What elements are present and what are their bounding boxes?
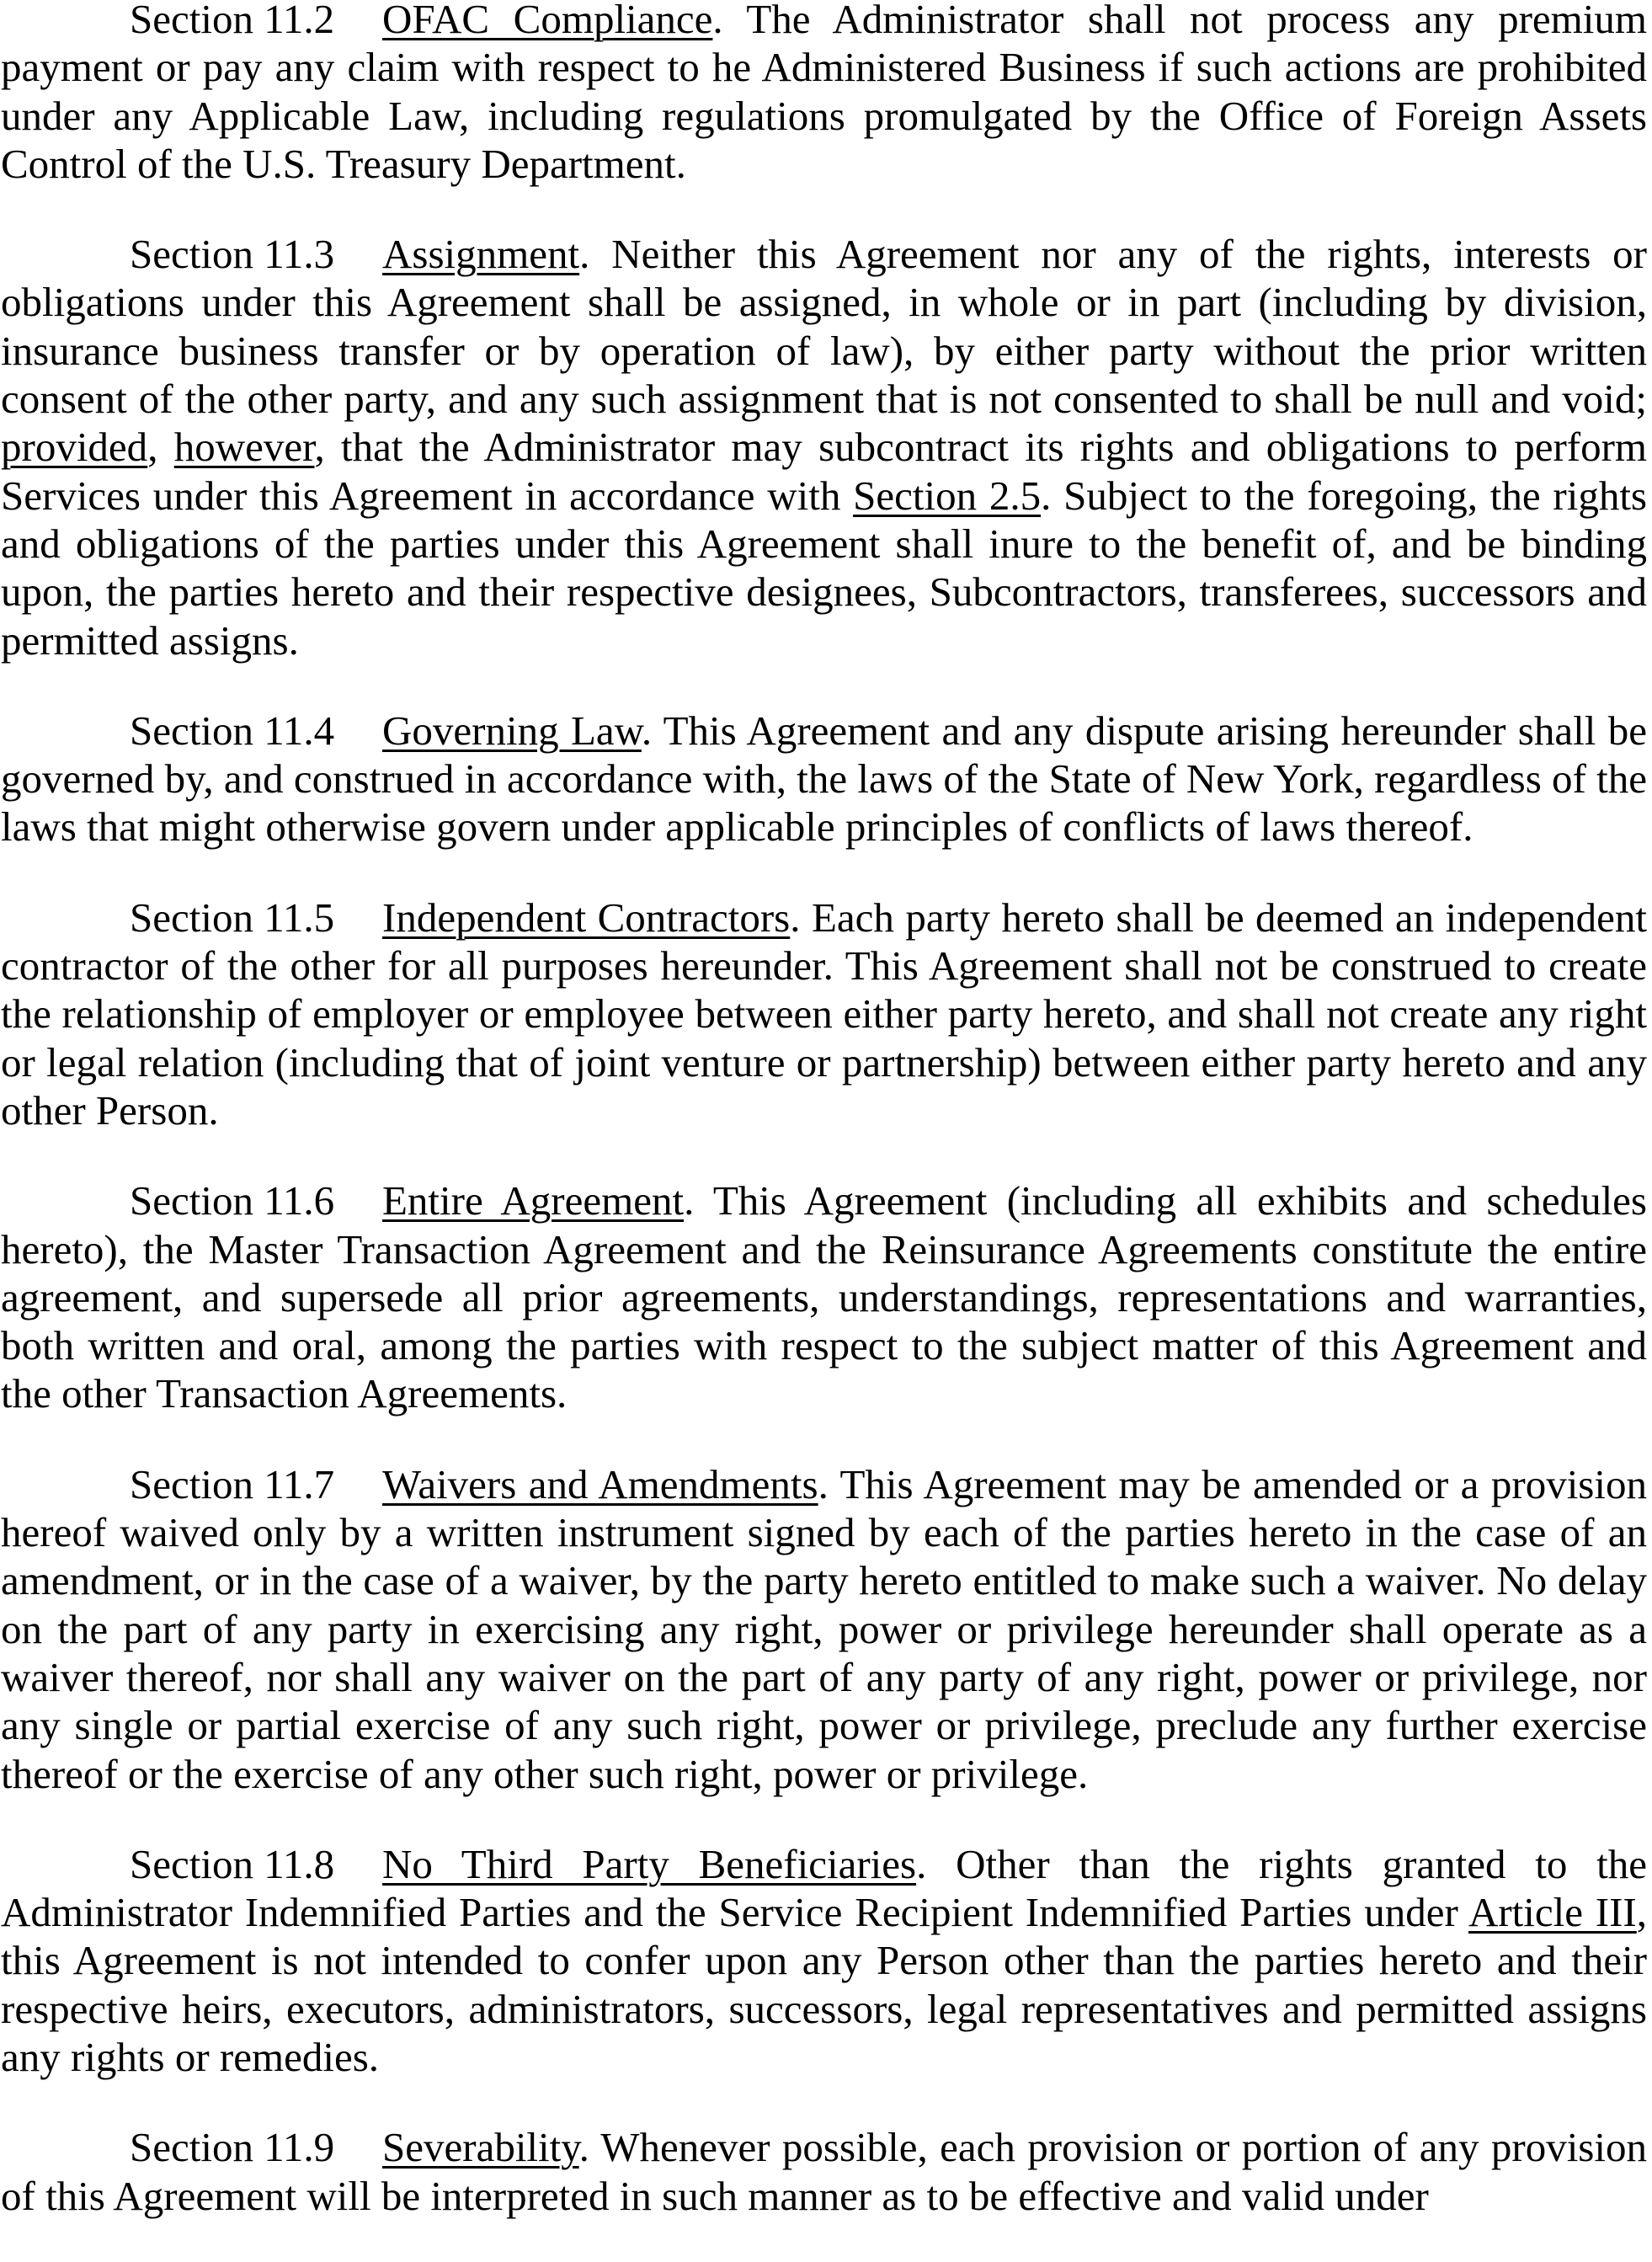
section-number: Section 11.3 <box>130 231 335 278</box>
section-number: Section 11.8 <box>130 1840 335 1887</box>
section-11-9 <box>1 2123 1647 2220</box>
section-text: . Other than the rights granted to the Administrator Indemnified Parties and the Service Recipient Indemnified Parties under <box>1 1840 1648 1936</box>
section-number: Section 11.2 <box>130 0 335 42</box>
section-number: Section 11.5 <box>130 894 335 941</box>
section-title: No Third Party Beneficiaries <box>382 1840 917 1887</box>
section-11-8 <box>1 1840 1647 2081</box>
section-11-3 <box>1 230 1647 664</box>
section-number: Section 11.7 <box>130 1460 335 1507</box>
section-11-6 <box>1 1176 1647 1417</box>
however-term: however <box>173 424 315 471</box>
section-11-2 <box>1 0 1647 188</box>
section-title: Independent Contractors <box>382 894 791 941</box>
section-text: . Each party hereto shall be deemed an independent contractor of the other for all purposes hereunder. This Agreement shall not be construed to create the relationship of employer or employee between either party hereto, and shall not create any right or legal relation (including that of joint venture or partnership) between either party hereto and any other Person. <box>1 894 1647 1134</box>
section-title: Severability <box>382 2124 579 2171</box>
section-text: . The Administrator shall not process any premium payment or pay any claim with respect to he Administered Business if such actions are prohibited under any Applicable Law, including regulations promulgated by the Office of Foreign Assets Control of the U.S. Treasury Department. <box>1 0 1647 187</box>
section-text: . This Agreement and any dispute arising hereunder shall be governed by, and construed in accordance with, the laws of the State of New York, regardless of the laws that might otherwise govern under applicable principles of conflicts of laws thereof. <box>1 707 1648 851</box>
section-text: . This Agreement may be amended or a provision hereof waived only by a written instrument signed by each of the parties hereto in the case of an amendment, or in the case of a waiver, by the party hereto entitled to make such a waiver. No delay on the part of any party in exercising any right, power or privilege hereunder shall operate as a waiver thereof, nor shall any waiver on the part of any party of any right, power or privilege, nor any single or partial exercise of any such right, power or privilege, preclude any further exercise thereof or the exercise of any other such right, power or privilege. <box>1 1460 1647 1797</box>
section-text: . This Agreement (including all exhibits and schedules hereto), the Master Transaction Agreement and the Reinsurance Agreements constitute the entire agreement, and supersede all prior agreements, understandings, representations and warranties, both written and oral, among the parties with respect to the subject matter of this Agreement and the other Transaction Agreements. <box>1 1177 1647 1417</box>
section-number: Section 11.6 <box>130 1177 335 1224</box>
section-2-5-reference: Section 2.5 <box>853 472 1042 519</box>
section-text: , that the Administrator may subcontract its rights and obligations to perform Services under this Agreement in accordance with <box>1 424 1648 519</box>
article-iii-reference: Article III <box>1468 1889 1637 1936</box>
section-11-4 <box>1 707 1647 851</box>
section-11-7 <box>1 1460 1647 1798</box>
section-text: . Neither this Agreement nor any of the rights, interests or obligations under this Agreement shall be assigned, in whole or in part (including by division, insurance business transfer or by operation of law), by either party without the prior written consent of the other party, and any such assignment that is not consented to shall be null and void; <box>1 231 1647 423</box>
section-title: Entire Agreement <box>382 1177 685 1224</box>
section-title: Waivers and Amendments <box>382 1460 818 1507</box>
section-text: . Whenever possible, each provision or portion of any provision of this Agreement will be interpreted in such manner as to be effective and valid under <box>1 2124 1647 2219</box>
section-text: . Subject to the foregoing, the rights and obligations of the parties under this Agreement shall inure to the benefit of, and be binding upon, the parties hereto and their respective designees, Subcontractors, transferees, successors and permitted assigns. <box>1 472 1647 664</box>
section-title: Governing Law <box>382 707 642 754</box>
document-page <box>1 0 1647 2262</box>
provided-term: provided <box>1 424 148 471</box>
section-number: Section 11.9 <box>130 2124 335 2171</box>
section-title: OFAC Compliance <box>382 0 713 42</box>
section-title: Assignment <box>382 231 580 278</box>
section-text: , this Agreement is not intended to confer upon any Person other than the parties hereto and their respective heirs, executors, administrators, successors, legal representatives and permitted assigns any rights or remedies. <box>1 1889 1647 2080</box>
section-number: Section 11.4 <box>130 707 335 754</box>
section-text: , <box>147 424 174 471</box>
section-11-5 <box>1 894 1647 1134</box>
